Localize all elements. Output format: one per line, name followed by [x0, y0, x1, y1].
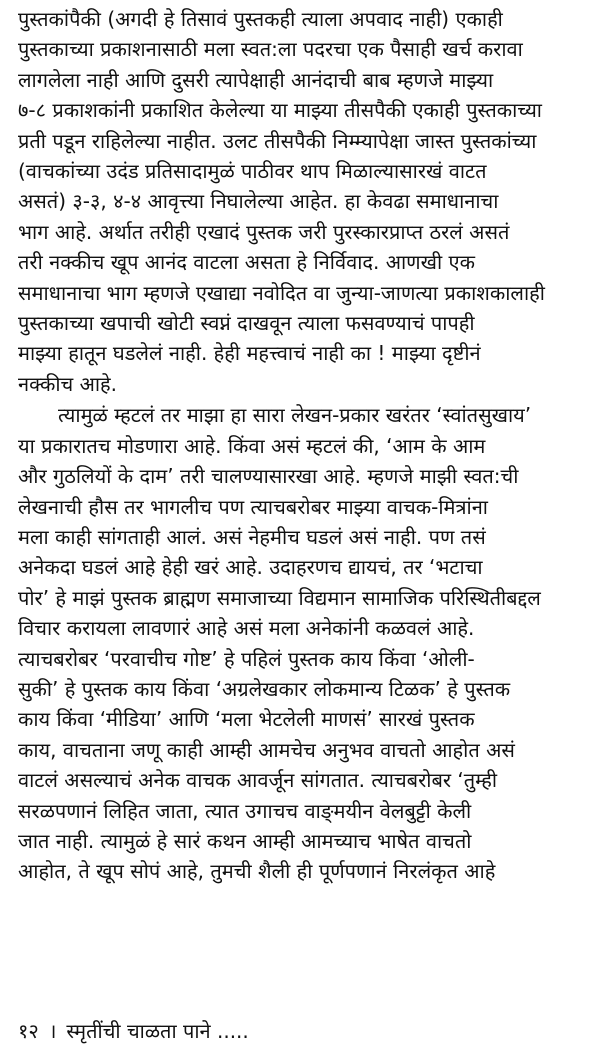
text-line: विचार करायला लावणारं आहे असं मला अनेकांनी कळवलं आहे. — [18, 616, 475, 641]
paragraph-2 — [18, 400, 584, 887]
text-line: तरी नक्कीच खूप आनंद वाटला असता हे निर्विवाद. आणखी एक — [18, 250, 475, 275]
text-line: आहोत, ते खूप सोपं आहे, तुमची शैली ही पूर्णपणानं निरलंकृत आहे — [18, 859, 496, 884]
footer-separator: । — [48, 1019, 57, 1043]
text-line: पुस्तकाच्या खपाची खोटी स्वप्नं दाखवून त्याला फसवण्याचं पापही — [18, 311, 475, 336]
text-line: सरळपणानं लिहित जाता, त्यात उगाचच वाङ्‌मयीन वेलबुट्टी केली — [18, 798, 472, 823]
text-line: जात नाही. त्यामुळं हे सारं कथन आम्ही आमच्याच भाषेत वाचतो — [18, 828, 472, 853]
page-footer — [18, 1016, 249, 1046]
text-line: और गुठलियों के दाम’ तरी चालण्यासारखा आहे. म्हणजे माझी स्वत:ची — [18, 464, 519, 489]
text-line: काय, वाचताना जणू काही आम्ही आमचेच अनुभव वाचतो आहोत असं — [18, 737, 515, 762]
text-line: पोर’ हे माझं पुस्तक ब्राह्मण समाजाच्या विद्यमान सामाजिक परिस्थितीबद्दल — [18, 585, 541, 610]
text-line: प्रती पडून राहिलेल्या नाहीत. उलट तीसपैकी निम्म्यापेक्षा जास्त पुस्तकांच्या — [18, 128, 537, 153]
text-line: ७-८ प्रकाशकांनी प्रकाशित केलेल्या या माझ्या तीसपैकी एकाही पुस्तकाच्या — [18, 98, 542, 123]
page-number: १२ — [18, 1019, 39, 1043]
text-line: त्यामुळं म्हटलं तर माझा हा सारा लेखन-प्रकार खरंतर ‘स्वांतसुखाय’ — [58, 403, 532, 428]
paragraph-1 — [18, 4, 584, 399]
text-line: नक्कीच आहे. — [18, 371, 118, 396]
text-line: मला काही सांगताही आलं. असं नेहमीच घडलं असं नाही. पण तसं — [18, 524, 486, 549]
text-line: माझ्या हातून घडलेलं नाही. हेही महत्त्वाचं नाही का ! माझ्या दृष्टीनं — [18, 341, 481, 366]
text-line: असतं) ३-३, ४-४ आवृत्त्या निघालेल्या आहेत. हा केवढा समाधानाचा — [18, 189, 499, 214]
text-line: पुस्तकाच्या प्रकाशनासाठी मला स्वत:ला पदरचा एक पैसाही खर्च करावा — [18, 37, 523, 62]
text-line: पुस्तकांपैकी (अगदी हे तिसावं पुस्तकही त्याला अपवाद नाही) एकाही — [18, 7, 503, 31]
text-line: समाधानाचा भाग म्हणजे एखाद्या नवोदित वा जुन्या-जाणत्या प्रकाशकालाही — [18, 280, 545, 305]
text-line: लागलेला नाही आणि दुसरी त्यापेक्षाही आनंदाची बाब म्हणजे माझ्या — [18, 67, 494, 92]
text-line: अनेकदा घडलं आहे हेही खरं आहे. उदाहरणच द्यायचं, तर ‘भटाचा — [18, 555, 483, 580]
text-line: (वाचकांच्या उदंड प्रतिसादामुळं पाठीवर थाप मिळाल्यासारखं वाटत — [18, 159, 487, 184]
text-line: काय किंवा ‘मीडिया’ आणि ‘मला भेटलेली माणसं’ सारखं पुस्तक — [18, 707, 475, 732]
running-title: स्मृतींची चाळता पाने ..... — [66, 1019, 249, 1043]
text-line: वाटलं असल्याचं अनेक वाचक आवर्जून सांगतात. त्याचबरोबर ‘तुम्ही — [18, 768, 498, 793]
text-line: सुकी’ हे पुस्तक काय किंवा ‘अग्रलेखकार लोकमान्य टिळक’ हे पुस्तक — [18, 676, 511, 701]
text-line: या प्रकारातच मोडणारा आहे. किंवा असं म्हटलं की, ‘आम के आम — [18, 433, 486, 458]
text-line: लेखनाची हौस तर भागलीच पण त्याचबरोबर माझ्या वाचक-मित्रांना — [18, 494, 488, 519]
text-line: त्याचबरोबर ‘परवाचीच गोष्ट’ हे पहिलं पुस्तक काय किंवा ‘ओली- — [18, 646, 475, 671]
text-line: भाग आहे. अर्थात तरीही एखादं पुस्तक जरी पुरस्कारप्राप्त ठरलं असतं — [18, 219, 510, 244]
